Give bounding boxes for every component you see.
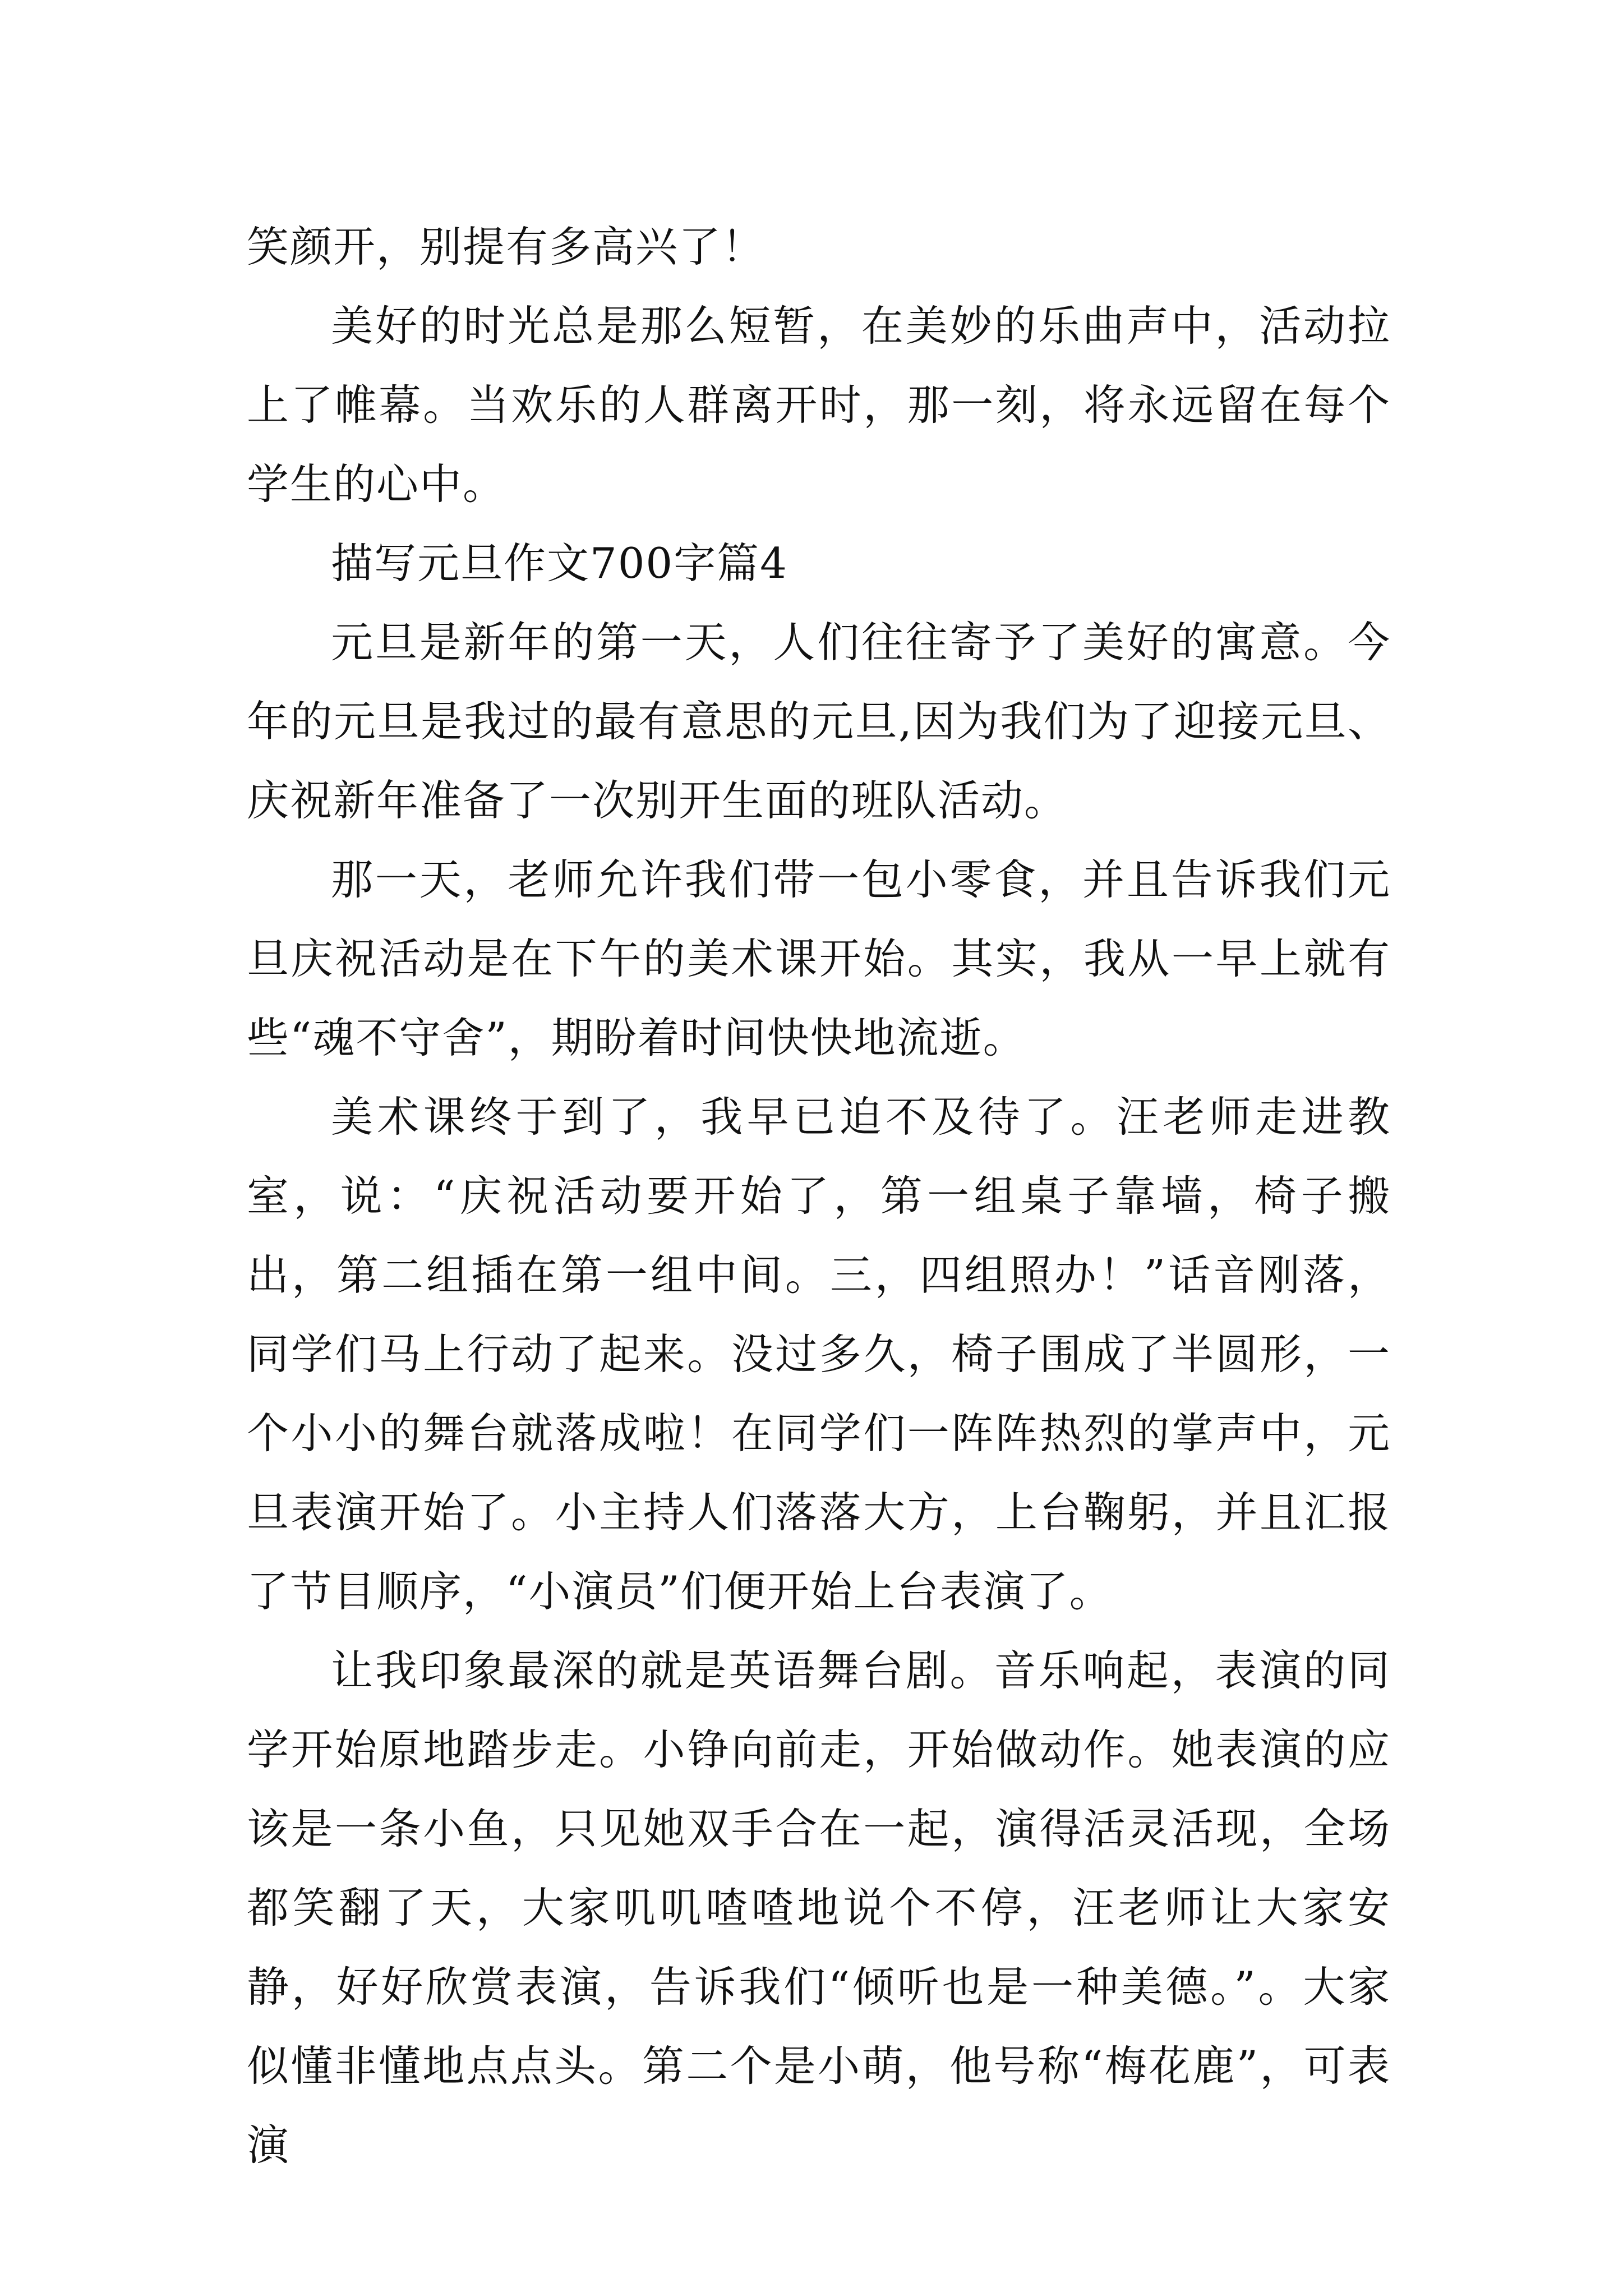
paragraph-6: 让我印象最深的就是英语舞台剧。音乐响起，表演的同学开始原地踏步走。小铮向前走，开始做动作。她表演的应该是一条小鱼，只见她双手合在一起，演得活灵活现，全场都笑翻了天，大家叽叽喳喳地说个不停，汪老师让大家安静，好好欣赏表演，告诉我们“倾听也是一种美德。”。大家似懂非懂地点点头。第二个是小萌，他号称“梅花鹿”，可表演 [247, 1646, 1391, 2170]
document-body [247, 208, 1391, 2185]
paragraph-4: 那一天，老师允许我们带一包小零食，并且告诉我们元旦庆祝活动是在下午的美术课开始。其实，我从一早上就有些“魂不守舍”，期盼着时间快快地流逝。 [247, 855, 1391, 1062]
paragraph-5: 美术课终于到了，我早已迫不及待了。汪老师走进教室，说：“庆祝活动要开始了，第一组桌子靠墙，椅子搬出，第二组插在第一组中间。三，四组照办！”话音刚落，同学们马上行动了起来。没过多久，椅子围成了半圆形，一个小小的舞台就落成啦！在同学们一阵阵热烈的掌声中，元旦表演开始了。小主持人们落落大方，上台鞠躬，并且汇报了节目顺序，“小演员”们便开始上台表演了。 [247, 1092, 1391, 1616]
paragraph-1: 笑颜开，别提有多高兴了！ [247, 222, 766, 272]
section-heading: 描写元旦作文700字篇4 [331, 539, 788, 588]
paragraph-3: 元旦是新年的第一天，人们往往寄予了美好的寓意。今年的元旦是我过的最有意思的元旦,因为我们为了迎接元旦、庆祝新年准备了一次别开生面的班队活动。 [247, 618, 1391, 825]
paragraph-2: 美好的时光总是那么短暂，在美妙的乐曲声中，活动拉上了帷幕。当欢乐的人群离开时，那一刻，将永远留在每个学生的心中。 [247, 301, 1391, 509]
